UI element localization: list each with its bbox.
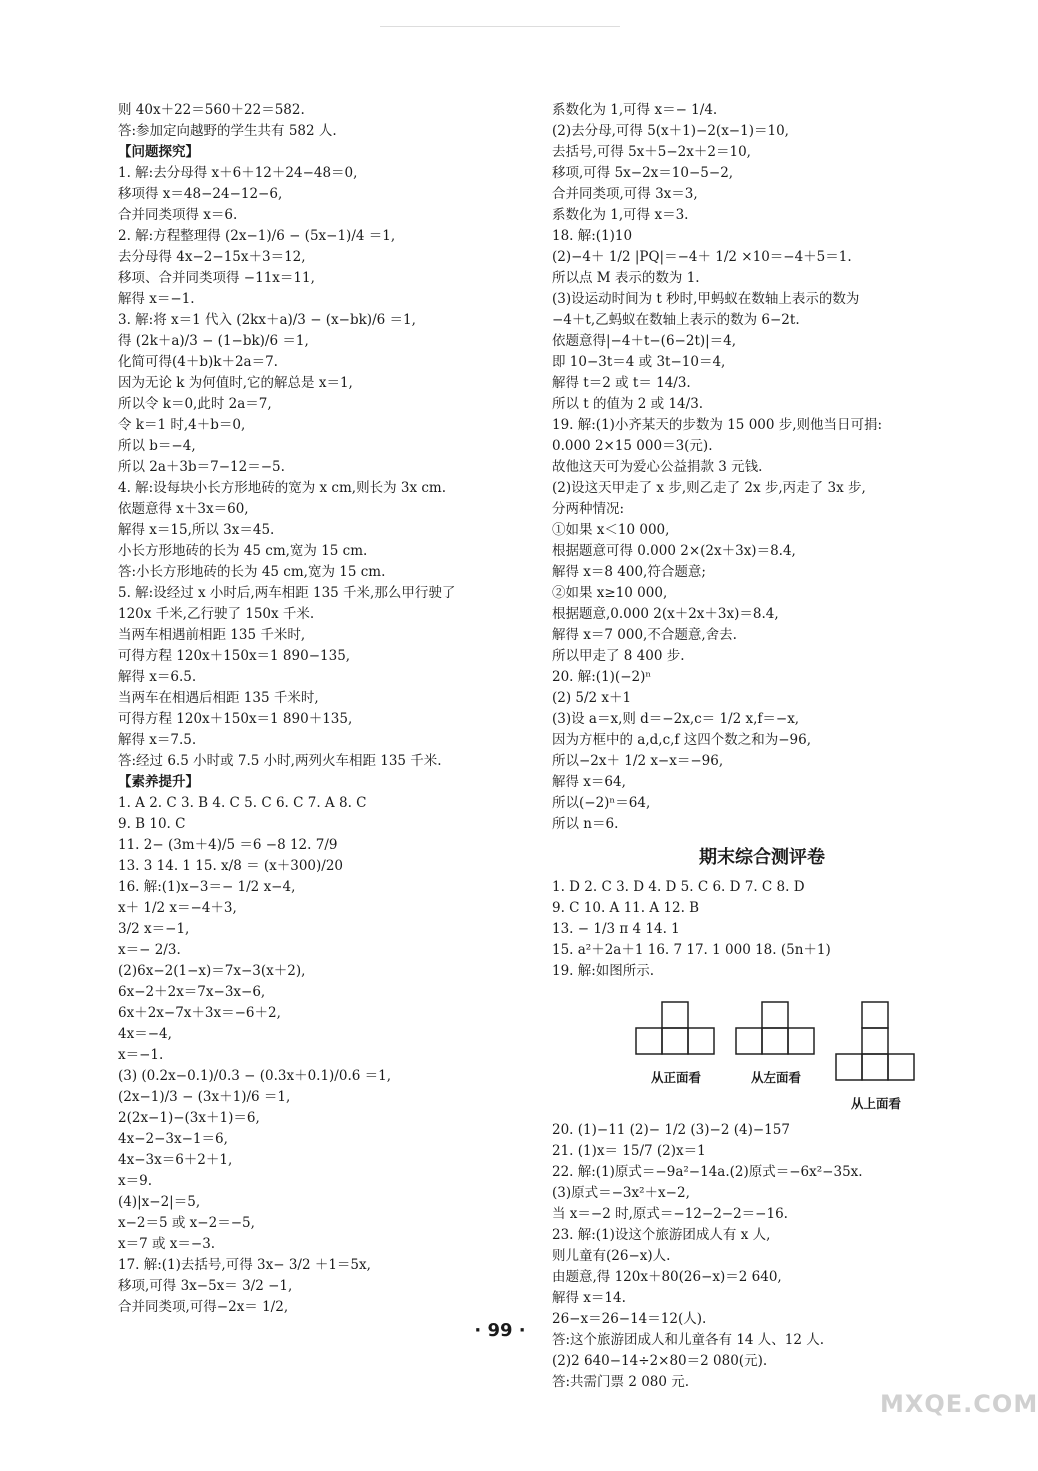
text-line: 解得 x＝14. <box>552 1290 626 1306</box>
text-line: 4x−2−3x−1＝6, <box>118 1131 228 1147</box>
header-rule <box>380 26 620 27</box>
text-line: 26−x＝26−14＝12(人). <box>552 1311 707 1327</box>
text-line: 2. 解:方程整理得 (2x−1)/6 − (5x−1)/4 ＝1, <box>118 228 396 244</box>
text-line: 5. 解:设经过 x 小时后,两车相距 135 千米,那么甲行驶了 <box>118 585 456 601</box>
text-line: 故他这天可为爱心公益捐款 3 元钱. <box>552 459 763 475</box>
text-line: (2)去分母,可得 5(x＋1)−2(x−1)＝10, <box>552 123 789 139</box>
text-line: x＝9. <box>118 1173 152 1189</box>
text-line: 1. D 2. C 3. D 4. D 5. C 6. D 7. C 8. D <box>552 879 805 895</box>
section-title: 期末综合测评卷 <box>699 847 825 868</box>
front-view-caption: 从正面看 <box>650 1070 701 1085</box>
left-column <box>118 100 538 1318</box>
text-line: 合并同类项,可得−2x＝ 1/2, <box>118 1299 289 1315</box>
text-line: (3)设运动时间为 t 秒时,甲蚂蚁在数轴上表示的数为 <box>552 291 860 307</box>
text-line: 即 10−3t＝4 或 3t−10＝4, <box>552 354 726 370</box>
text-line: 答:小长方形地砖的长为 45 cm,宽为 15 cm. <box>118 564 386 580</box>
text-line: 所以 n＝6. <box>552 816 619 832</box>
text-line: 移项,可得 3x−5x＝ 3/2 −1, <box>118 1278 293 1294</box>
text-line: 所以 2a＋3b＝7−12＝−5. <box>118 459 285 475</box>
top-view-drawing <box>834 998 918 1090</box>
text-line: 得 (2k＋a)/3 − (1−bk)/6 ＝1, <box>118 333 309 349</box>
left-view-caption: 从左面看 <box>750 1070 801 1085</box>
text-line: 答:这个旅游团成人和儿童各有 14 人、12 人. <box>552 1332 825 1348</box>
text-line: 解得 x＝8 400,符合题意; <box>552 564 706 580</box>
text-line: 化简可得(4＋b)k＋2a＝7. <box>118 354 278 370</box>
text-line: 答:共需门票 2 080 元. <box>552 1374 690 1390</box>
right-column <box>552 100 972 1393</box>
text-line: 18. 解:(1)10 <box>552 228 633 244</box>
text-line: 因为方框中的 a,d,c,f 这四个数之和为−96, <box>552 732 811 748</box>
text-line: (2)−4＋ 1/2 |PQ|＝−4＋ 1/2 ×10＝−4＋5＝1. <box>552 249 852 265</box>
text-line: 解得 t＝2 或 t＝ 14/3. <box>552 375 691 391</box>
text-line: −4＋t,乙蚂蚁在数轴上表示的数为 6−2t. <box>552 312 800 328</box>
text-line: 9. B 10. C <box>118 816 186 832</box>
text-line: 解得 x＝−1. <box>118 291 195 307</box>
text-line: 小长方形地砖的长为 45 cm,宽为 15 cm. <box>118 543 368 559</box>
text-line: 解得 x＝15,所以 3x＝45. <box>118 522 275 538</box>
text-line: ①如果 x＜10 000, <box>552 522 670 538</box>
text-line: 去分母得 4x−2−15x＋3＝12, <box>118 249 306 265</box>
text-line: x＝7 或 x＝−3. <box>118 1236 216 1252</box>
text-line: 解得 x＝7 000,不合题意,舍去. <box>552 627 737 643</box>
text-line: x＝− 2/3. <box>118 942 181 958</box>
text-line: 【素养提升】 <box>118 774 199 790</box>
text-line: 所以 b＝−4, <box>118 438 196 454</box>
page-number: · 99 · <box>474 1320 526 1341</box>
text-line: ②如果 x≥10 000, <box>552 585 668 601</box>
text-line: 15. a²＋2a＋1 16. 7 17. 1 000 18. (5n＋1) <box>552 942 831 958</box>
text-line: 11. 2− (3m＋4)/5 ＝6 −8 12. 7/9 <box>118 837 338 853</box>
text-line: 21. (1)x＝ 15/7 (2)x＝1 <box>552 1143 706 1159</box>
text-line: 答:参加定向越野的学生共有 582 人. <box>118 123 337 139</box>
text-line: 答:经过 6.5 小时或 7.5 小时,两列火车相距 135 千米. <box>118 753 442 769</box>
text-line: 17. 解:(1)去括号,可得 3x− 3/2 ＋1＝5x, <box>118 1257 371 1273</box>
text-line: 解得 x＝7.5. <box>118 732 197 748</box>
text-line: 当 x＝−2 时,原式＝−12−2−2＝−16. <box>552 1206 788 1222</box>
text-line: 19. 解:(1)小齐某天的步数为 15 000 步,则他当日可捐: <box>552 417 883 433</box>
text-line: (2)设这天甲走了 x 步,则乙走了 2x 步,丙走了 3x 步, <box>552 480 866 496</box>
text-line: 由题意,得 120x＋80(26−x)＝2 640, <box>552 1269 782 1285</box>
text-line: (2x−1)/3 − (3x＋1)/6 ＝1, <box>118 1089 291 1105</box>
text-line: 【问题探究】 <box>118 144 199 160</box>
three-view-figure <box>634 998 972 1112</box>
text-line: 3. 解:将 x＝1 代入 (2kx＋a)/3 − (x−bk)/6 ＝1, <box>118 312 416 328</box>
text-line: 9. C 10. A 11. A 12. B <box>552 900 700 916</box>
text-line: 系数化为 1,可得 x＝3. <box>552 207 689 223</box>
text-line: 2(2x−1)−(3x＋1)＝6, <box>118 1110 260 1126</box>
front-view-drawing <box>634 998 718 1064</box>
text-line: 移项,可得 5x−2x＝10−5−2, <box>552 165 734 181</box>
text-line: 可得方程 120x＋150x＝1 890＋135, <box>118 711 353 727</box>
text-line: 1. 解:去分母得 x＋6＋12＋24−48＝0, <box>118 165 358 181</box>
text-line: 4x−3x＝6＋2＋1, <box>118 1152 233 1168</box>
text-line: 13. 3 14. 1 15. x/8 ＝ (x＋300)/20 <box>118 858 344 874</box>
text-line: 可得方程 120x＋150x＝1 890−135, <box>118 648 351 664</box>
text-line: 6x−2＋2x＝7x−3x−6, <box>118 984 266 1000</box>
text-line: 3/2 x＝−1, <box>118 921 190 937</box>
text-line: 去括号,可得 5x＋5−2x＋2＝10, <box>552 144 751 160</box>
text-line: 6x＋2x−7x＋3x＝−6＋2, <box>118 1005 281 1021</box>
text-line: 分两种情况: <box>552 501 625 517</box>
text-line: 23. 解:(1)设这个旅游团成人有 x 人, <box>552 1227 771 1243</box>
text-line: 所以(−2)ⁿ＝64, <box>552 795 651 811</box>
text-line: 解得 x＝64, <box>552 774 626 790</box>
top-view-caption: 从上面看 <box>850 1096 901 1111</box>
right-answers-part1 <box>552 100 972 835</box>
text-line: 根据题意,0.000 2(x＋2x＋3x)＝8.4, <box>552 606 779 622</box>
text-line: 所以−2x＋ 1/2 x−x＝−96, <box>552 753 724 769</box>
text-line: (2)6x−2(1−x)＝7x−3(x＋2), <box>118 963 306 979</box>
text-line: 系数化为 1,可得 x＝− 1/4. <box>552 102 718 118</box>
text-line: 令 k＝1 时,4＋b＝0, <box>118 417 246 433</box>
text-line: 20. (1)−11 (2)− 1/2 (3)−2 (4)−157 <box>552 1122 790 1138</box>
text-line: 22. 解:(1)原式＝−9a²−14a.(2)原式＝−6x²−35x. <box>552 1164 863 1180</box>
text-line: 依题意得|−4＋t−(6−2t)|＝4, <box>552 333 737 349</box>
text-line: 120x 千米,乙行驶了 150x 千米. <box>118 606 315 622</box>
text-line: 所以点 M 表示的数为 1. <box>552 270 700 286</box>
text-line: (2)2 640−14÷2×80＝2 080(元). <box>552 1353 768 1369</box>
watermark: MXQE.COM <box>880 1390 1038 1418</box>
text-line: 则 40x＋22＝560＋22＝582. <box>118 102 305 118</box>
text-line: 当两车相遇前相距 135 千米时, <box>118 627 306 643</box>
text-line: 所以 t 的值为 2 或 14/3. <box>552 396 704 412</box>
left-view <box>734 998 818 1112</box>
right-answers-part3 <box>552 1120 972 1393</box>
text-line: x＋ 1/2 x＝−4＋3, <box>118 900 237 916</box>
text-line: 所以令 k＝0,此时 2a＝7, <box>118 396 272 412</box>
text-line: (3)设 a＝x,则 d＝−2x,c＝ 1/2 x,f＝−x, <box>552 711 800 727</box>
text-line: 13. − 1/3 π 4 14. 1 <box>552 921 680 937</box>
top-view <box>834 998 918 1112</box>
text-line: 0.000 2×15 000＝3(元). <box>552 438 713 454</box>
text-line: 移项得 x＝48−24−12−6, <box>118 186 283 202</box>
text-line: (3) (0.2x−0.1)/0.3 − (0.3x＋0.1)/0.6 ＝1, <box>118 1068 391 1084</box>
text-line: 则儿童有(26−x)人. <box>552 1248 671 1264</box>
text-line: (3)原式＝−3x²＋x−2, <box>552 1185 690 1201</box>
text-line: 移项、合并同类项得 −11x＝11, <box>118 270 315 286</box>
text-line: x−2＝5 或 x−2＝−5, <box>118 1215 255 1231</box>
text-line: 解得 x＝6.5. <box>118 669 197 685</box>
text-line: 20. 解:(1)(−2)ⁿ <box>552 669 652 685</box>
text-line: 所以甲走了 8 400 步. <box>552 648 685 664</box>
text-line: 根据题意可得 0.000 2×(2x＋3x)＝8.4, <box>552 543 796 559</box>
text-line: 19. 解:如图所示. <box>552 963 655 979</box>
text-line: 合并同类项,可得 3x＝3, <box>552 186 698 202</box>
text-line: 4. 解:设每块小长方形地砖的宽为 x cm,则长为 3x cm. <box>118 480 447 496</box>
right-answers-part2 <box>552 877 972 982</box>
text-line: 合并同类项得 x＝6. <box>118 207 238 223</box>
text-line: 1. A 2. C 3. B 4. C 5. C 6. C 7. A 8. C <box>118 795 367 811</box>
text-line: 依题意得 x＋3x＝60, <box>118 501 249 517</box>
front-view <box>634 998 718 1112</box>
text-line: 因为无论 k 为何值时,它的解总是 x＝1, <box>118 375 353 391</box>
text-line: 当两车在相遇后相距 135 千米时, <box>118 690 319 706</box>
text-line: x＝−1. <box>118 1047 164 1063</box>
text-line: (2) 5/2 x＋1 <box>552 690 632 706</box>
text-line: 16. 解:(1)x−3＝− 1/2 x−4, <box>118 879 296 895</box>
left-view-drawing <box>734 998 818 1064</box>
text-line: (4)|x−2|＝5, <box>118 1194 201 1210</box>
text-line: 4x＝−4, <box>118 1026 172 1042</box>
